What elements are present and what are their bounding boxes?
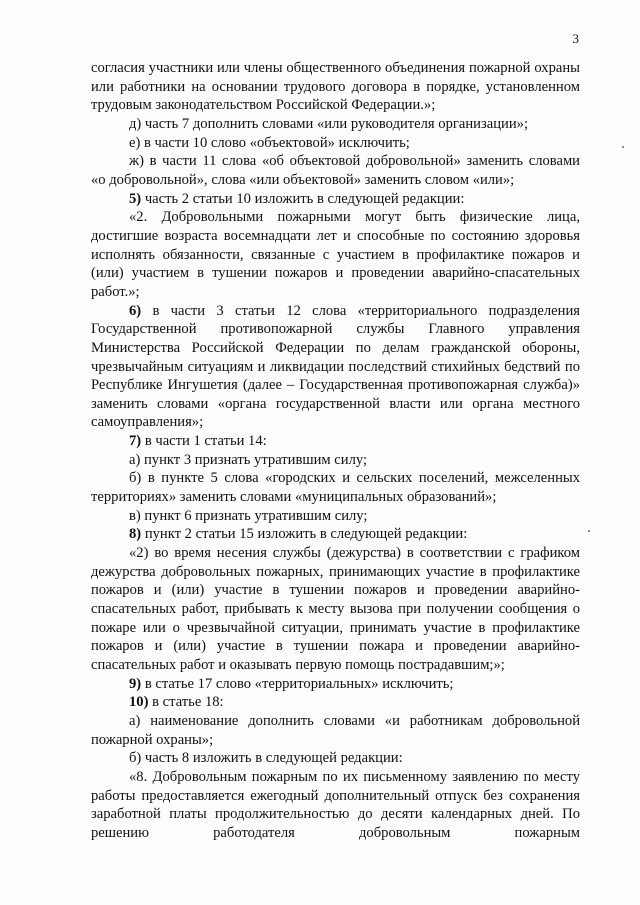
paragraph-text: «2. Добровольными пожарными могут быть физические лица, достигшие возраста восемнадцати лет и способные по состоянию здоровья исполнять обязанности, связанные с участием в профилактике пожаров и (или) участием в тушении пожаров и проведении аварийно-спасательных работ.»;: [91, 209, 580, 300]
paragraph: [91, 190, 580, 209]
paragraph: [91, 525, 580, 544]
paragraph-text: согласия участники или члены общественного объединения пожарной охраны или работники на основании трудового договора в порядке, установленном трудовым законодательством Российской Федерации.»;: [91, 60, 580, 114]
paragraph-text: е) в части 10 слово «объектовой» исключить;: [129, 134, 410, 151]
paragraph-text: в) пункт 6 признать утратившим силу;: [129, 507, 368, 524]
paragraph: [91, 712, 580, 749]
paragraph-text: в статье 17 слово «территориальных» исключить;: [141, 675, 454, 692]
paragraph: [91, 208, 580, 301]
paragraph: [91, 768, 580, 843]
item-number: 7): [129, 433, 142, 450]
paragraph-text: «2) во время несения службы (дежурства) в соответствии с графиком дежурства добровольных пожарных, принимающих участие в профилактике пожаров и (или) участие в тушении пожаров и проведении аварийно-спасательных работ, прибывать к месту вызова при получении сообщения о пожаре или о чрезвычайной ситуации, принимать участие в профилактике пожаров и (или) участие в тушении пожара и проведении аварийно-спасательных работ и оказывать первую помощь пострадавшим;»;: [91, 545, 580, 673]
paragraph: [91, 134, 580, 153]
paragraph-text: в части 1 статьи 14:: [141, 433, 267, 450]
paragraph-text: часть 2 статьи 10 изложить в следующей редакции:: [141, 190, 465, 207]
scan-speck: [622, 146, 624, 148]
item-number: 8): [129, 526, 142, 543]
paragraph: [91, 675, 580, 694]
page-number: 3: [572, 31, 579, 46]
paragraph-text: б) в пункте 5 слова «городских и сельских поселений, межселенных территориях» заменить словами «муниципальных образований»;: [91, 470, 580, 506]
paragraph: [91, 469, 580, 506]
item-number: 6): [129, 302, 142, 319]
paragraph-text: д) часть 7 дополнить словами «или руководителя организации»;: [129, 115, 528, 132]
paragraph: [91, 59, 580, 115]
paragraph-text: «8. Добровольным пожарным по их письменному заявлению по месту работы предоставляется ежегодный дополнительный отпуск без сохранения заработной платы продолжительностью до десяти календарных дней. По решению работодателя добровольным пожарным: [91, 768, 580, 841]
paragraph: [91, 451, 580, 470]
scan-speck: [588, 530, 590, 532]
paragraph-text: б) часть 8 изложить в следующей редакции:: [129, 750, 403, 767]
item-number: 5): [129, 190, 142, 207]
paragraph-text: в части 3 статьи 12 слова «территориального подразделения Государственной противопожарной службы Главного управления Министерства Российской Федерации по делам гражданской обороны, чрезвычайным ситуациям и ликвидации последствий стихийных бедствий по Республике Ингушетия (далее – Государственная противопожарная служба)» заменить словами «органа государственной власти или органа местного самоуправления»;: [91, 302, 580, 431]
paragraph: [91, 115, 580, 134]
paragraph: [91, 749, 580, 768]
paragraph-text: а) наименование дополнить словами «и работникам добровольной пожарной охраны»;: [91, 712, 580, 748]
paragraph: [91, 302, 580, 433]
paragraph: [91, 432, 580, 451]
paragraph-text: в статье 18:: [148, 694, 224, 711]
item-number: 10): [129, 694, 149, 711]
paragraph: [91, 544, 580, 675]
paragraph-text: ж) в части 11 слова «об объектовой добровольной» заменить словами «о добровольной», слова «или объектовой» заменить словом «или»;: [91, 153, 580, 188]
paragraph-text: а) пункт 3 признать утратившим силу;: [129, 451, 368, 468]
paragraph-text: пункт 2 статьи 15 изложить в следующей редакции:: [141, 526, 468, 543]
paragraph: [91, 152, 580, 189]
paragraph: [91, 507, 580, 526]
item-number: 9): [129, 675, 142, 692]
paragraph: [91, 693, 580, 712]
document-body: [91, 59, 580, 843]
